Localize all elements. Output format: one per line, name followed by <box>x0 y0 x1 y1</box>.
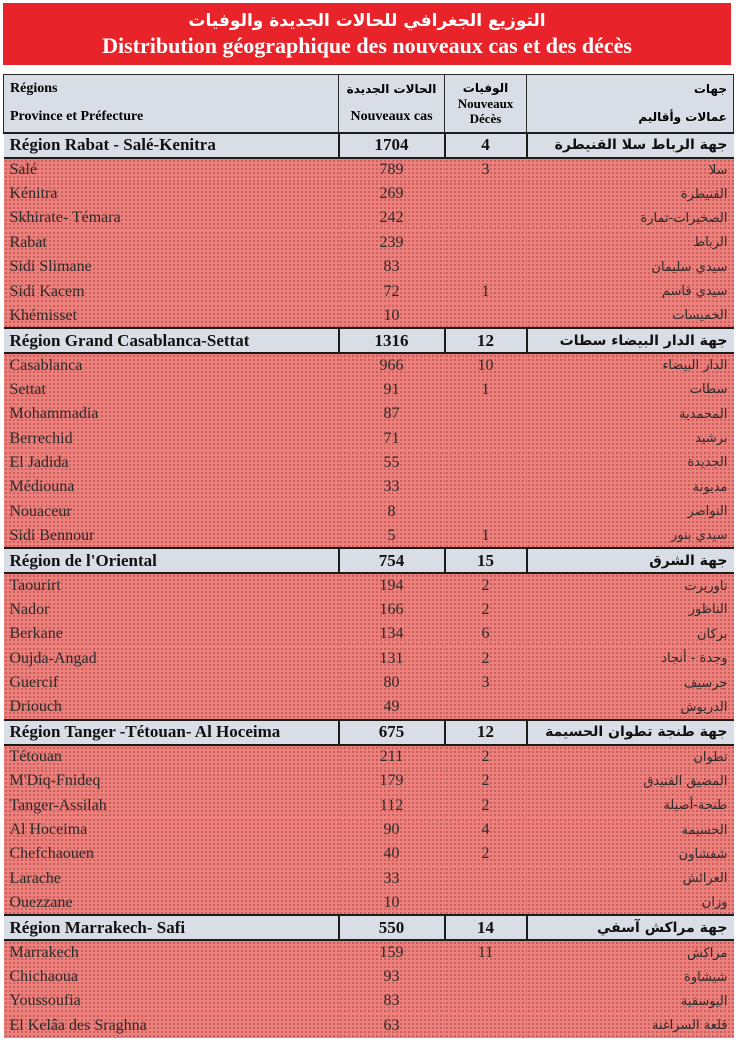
region-deaths: 12 <box>445 720 527 745</box>
region-cases: 675 <box>339 720 445 745</box>
region-name: Région Tanger -Tétouan- Al Hoceima <box>4 720 339 745</box>
table-row <box>4 475 734 499</box>
province-name: Tanger-Assilah <box>4 793 339 817</box>
table-row <box>4 353 734 377</box>
table-row <box>4 573 734 597</box>
province-name: Mohammadia <box>4 402 339 426</box>
province-name-arabic: مراكش <box>527 940 734 964</box>
title-french: Distribution géographique des nouveaux cas et des décès <box>102 33 632 58</box>
province-name: Larache <box>4 867 339 891</box>
province-name-arabic: الرباط <box>527 231 734 255</box>
province-cases: 71 <box>339 426 445 450</box>
header-regions <box>4 75 339 133</box>
region-row <box>4 328 734 353</box>
table-row <box>4 745 734 769</box>
province-name: Settat <box>4 378 339 402</box>
province-deaths: 4 <box>445 818 527 842</box>
province-name: Tétouan <box>4 745 339 769</box>
province-cases: 49 <box>339 695 445 719</box>
province-deaths <box>445 206 527 230</box>
province-cases: 91 <box>339 378 445 402</box>
province-name-arabic: وزان <box>527 891 734 915</box>
region-cases: 1316 <box>339 328 445 353</box>
province-name: Chichaoua <box>4 965 339 989</box>
table-row <box>4 158 734 182</box>
header-prefectures-arabic: عمالات وأقاليم <box>638 110 727 125</box>
header-province-label: Province et Préfecture <box>10 109 144 125</box>
province-deaths <box>445 965 527 989</box>
province-deaths: 10 <box>445 353 527 377</box>
province-name-arabic: الدار البيضاء <box>527 353 734 377</box>
table-row <box>4 524 734 548</box>
province-name: Sidi Slimane <box>4 255 339 279</box>
header-deaths-line2: Nouveaux <box>457 95 514 111</box>
province-deaths: 2 <box>445 769 527 793</box>
province-name: Chefchaouen <box>4 842 339 866</box>
region-row <box>4 133 734 158</box>
region-name-arabic: جهة الدار البيضاء سطات <box>527 328 734 353</box>
header-new-cases-arabic: الحالات الجديدة <box>346 82 437 97</box>
province-deaths: 2 <box>445 598 527 622</box>
region-name: Région de l'Oriental <box>4 548 339 573</box>
header-deaths-line3: Décès <box>469 110 502 126</box>
province-deaths: 2 <box>445 793 527 817</box>
province-name-arabic: قلعة السراغنة <box>527 1014 734 1038</box>
header-new-cases <box>339 75 445 133</box>
province-cases: 80 <box>339 671 445 695</box>
province-cases: 83 <box>339 989 445 1013</box>
province-name-arabic: جرسيف <box>527 671 734 695</box>
province-deaths <box>445 451 527 475</box>
province-cases: 194 <box>339 573 445 597</box>
province-deaths <box>445 989 527 1013</box>
region-deaths: 12 <box>445 328 527 353</box>
table-row <box>4 402 734 426</box>
province-deaths <box>445 255 527 279</box>
table-row <box>4 231 734 255</box>
province-cases: 131 <box>339 647 445 671</box>
province-cases: 179 <box>339 769 445 793</box>
province-cases: 33 <box>339 867 445 891</box>
province-name-arabic: القنيطرة <box>527 182 734 206</box>
province-cases: 63 <box>339 1014 445 1038</box>
province-cases: 55 <box>339 451 445 475</box>
table-row <box>4 671 734 695</box>
region-cases: 754 <box>339 548 445 573</box>
province-cases: 112 <box>339 793 445 817</box>
region-name: Région Grand Casablanca-Settat <box>4 328 339 353</box>
province-deaths <box>445 304 527 328</box>
table-row <box>4 891 734 915</box>
title-arabic: التوزيع الجغرافي للحالات الجديدة والوفيات <box>188 11 546 31</box>
province-cases: 40 <box>339 842 445 866</box>
province-name: Casablanca <box>4 353 339 377</box>
table-row <box>4 182 734 206</box>
table-row <box>4 500 734 524</box>
province-cases: 5 <box>339 524 445 548</box>
province-deaths: 11 <box>445 940 527 964</box>
distribution-table <box>3 74 734 1038</box>
table-row <box>4 989 734 1013</box>
province-deaths <box>445 867 527 891</box>
province-cases: 242 <box>339 206 445 230</box>
province-cases: 10 <box>339 304 445 328</box>
province-deaths <box>445 426 527 450</box>
province-deaths: 1 <box>445 279 527 303</box>
region-deaths: 4 <box>445 133 527 158</box>
province-name-arabic: الخميسات <box>527 304 734 328</box>
province-name-arabic: الجديدة <box>527 451 734 475</box>
table-row <box>4 279 734 303</box>
table-row <box>4 622 734 646</box>
province-name-arabic: سيدي بنور <box>527 524 734 548</box>
province-name-arabic: برشيد <box>527 426 734 450</box>
province-deaths: 2 <box>445 573 527 597</box>
province-name-arabic: مديونة <box>527 475 734 499</box>
province-name-arabic: سلا <box>527 158 734 182</box>
province-name-arabic: طنجة-أصيلة <box>527 793 734 817</box>
province-deaths <box>445 475 527 499</box>
province-cases: 134 <box>339 622 445 646</box>
province-name-arabic: شفشاون <box>527 842 734 866</box>
province-name: Sidi Bennour <box>4 524 339 548</box>
province-name: Khémisset <box>4 304 339 328</box>
header-regions-arabic: جهات <box>693 82 727 97</box>
province-name-arabic: بركان <box>527 622 734 646</box>
region-deaths: 15 <box>445 548 527 573</box>
region-deaths: 14 <box>445 915 527 940</box>
province-name-arabic: سيدي سليمان <box>527 255 734 279</box>
province-cases: 211 <box>339 745 445 769</box>
province-name: Skhirate- Témara <box>4 206 339 230</box>
table-row <box>4 255 734 279</box>
province-name: Salé <box>4 158 339 182</box>
province-name: Nouaceur <box>4 500 339 524</box>
province-name-arabic: الصخيرات-تمارة <box>527 206 734 230</box>
province-cases: 33 <box>339 475 445 499</box>
region-name: Région Rabat - Salé-Kenitra <box>4 133 339 158</box>
province-deaths: 2 <box>445 745 527 769</box>
title-banner <box>3 3 731 65</box>
province-name: Oujda-Angad <box>4 647 339 671</box>
province-cases: 10 <box>339 891 445 915</box>
province-deaths <box>445 402 527 426</box>
province-name-arabic: الدريوش <box>527 695 734 719</box>
region-name-arabic: جهة مراكش آسفي <box>527 915 734 940</box>
province-cases: 166 <box>339 598 445 622</box>
region-name: Région Marrakech- Safi <box>4 915 339 940</box>
province-name: Al Hoceima <box>4 818 339 842</box>
table-row <box>4 940 734 964</box>
table-row <box>4 378 734 402</box>
region-cases: 1704 <box>339 133 445 158</box>
table-row <box>4 965 734 989</box>
province-name-arabic: سيدي قاسم <box>527 279 734 303</box>
province-name-arabic: النواصر <box>527 500 734 524</box>
header-deaths <box>445 75 527 133</box>
header-arabic-regions <box>527 75 734 133</box>
province-cases: 239 <box>339 231 445 255</box>
province-name-arabic: تطوان <box>527 745 734 769</box>
header-deaths-arabic: الوفيات <box>462 80 509 95</box>
province-name-arabic: اليوسفية <box>527 989 734 1013</box>
province-deaths <box>445 1014 527 1038</box>
province-name-arabic: الناظور <box>527 598 734 622</box>
province-cases: 83 <box>339 255 445 279</box>
table-row <box>4 451 734 475</box>
province-name-arabic: العرائش <box>527 867 734 891</box>
table-row <box>4 1014 734 1038</box>
province-name: El Kelâa des Sraghna <box>4 1014 339 1038</box>
province-name: Médiouna <box>4 475 339 499</box>
province-deaths: 6 <box>445 622 527 646</box>
region-cases: 550 <box>339 915 445 940</box>
region-name-arabic: جهة الشرق <box>527 548 734 573</box>
table-row <box>4 426 734 450</box>
province-name: M'Diq-Fnideq <box>4 769 339 793</box>
province-name-arabic: سطات <box>527 378 734 402</box>
province-cases: 87 <box>339 402 445 426</box>
province-deaths <box>445 500 527 524</box>
province-cases: 90 <box>339 818 445 842</box>
province-name: Guercif <box>4 671 339 695</box>
province-deaths: 3 <box>445 671 527 695</box>
province-name: Kénitra <box>4 182 339 206</box>
province-name-arabic: المضيق الفنيدق <box>527 769 734 793</box>
province-name-arabic: الحسيمة <box>527 818 734 842</box>
province-name: Rabat <box>4 231 339 255</box>
province-cases: 159 <box>339 940 445 964</box>
table-row <box>4 842 734 866</box>
region-row <box>4 548 734 573</box>
province-name: Berrechid <box>4 426 339 450</box>
province-name: Driouch <box>4 695 339 719</box>
province-name: Ouezzane <box>4 891 339 915</box>
header-new-cases-french: Nouveaux cas <box>350 109 433 125</box>
table-row <box>4 598 734 622</box>
region-row <box>4 915 734 940</box>
table-row <box>4 304 734 328</box>
province-name: Marrakech <box>4 940 339 964</box>
table-row <box>4 206 734 230</box>
province-deaths <box>445 695 527 719</box>
table-row <box>4 695 734 719</box>
table-row <box>4 867 734 891</box>
province-name-arabic: وجدة - أنجاد <box>527 647 734 671</box>
table-header-row <box>4 75 734 133</box>
province-deaths: 2 <box>445 842 527 866</box>
province-name: El Jadida <box>4 451 339 475</box>
province-cases: 72 <box>339 279 445 303</box>
table-body <box>4 75 734 1039</box>
province-name: Nador <box>4 598 339 622</box>
province-deaths: 2 <box>445 647 527 671</box>
table-row <box>4 793 734 817</box>
province-name: Youssoufia <box>4 989 339 1013</box>
province-cases: 269 <box>339 182 445 206</box>
province-cases: 93 <box>339 965 445 989</box>
province-deaths <box>445 231 527 255</box>
region-name-arabic: جهة الرباط سلا القنيطرة <box>527 133 734 158</box>
province-deaths <box>445 182 527 206</box>
region-name-arabic: جهة طنجة تطوان الحسيمة <box>527 720 734 745</box>
table-row <box>4 647 734 671</box>
table-row <box>4 769 734 793</box>
province-deaths: 1 <box>445 524 527 548</box>
header-regions-label: Régions <box>10 81 58 97</box>
province-deaths: 3 <box>445 158 527 182</box>
province-name: Sidi Kacem <box>4 279 339 303</box>
province-name: Berkane <box>4 622 339 646</box>
province-name-arabic: تاوريرت <box>527 573 734 597</box>
province-cases: 966 <box>339 353 445 377</box>
province-deaths <box>445 891 527 915</box>
province-name-arabic: شيشاوة <box>527 965 734 989</box>
province-cases: 8 <box>339 500 445 524</box>
province-deaths: 1 <box>445 378 527 402</box>
province-name-arabic: المحمدية <box>527 402 734 426</box>
province-name: Taourirt <box>4 573 339 597</box>
province-cases: 789 <box>339 158 445 182</box>
table-row <box>4 818 734 842</box>
region-row <box>4 720 734 745</box>
